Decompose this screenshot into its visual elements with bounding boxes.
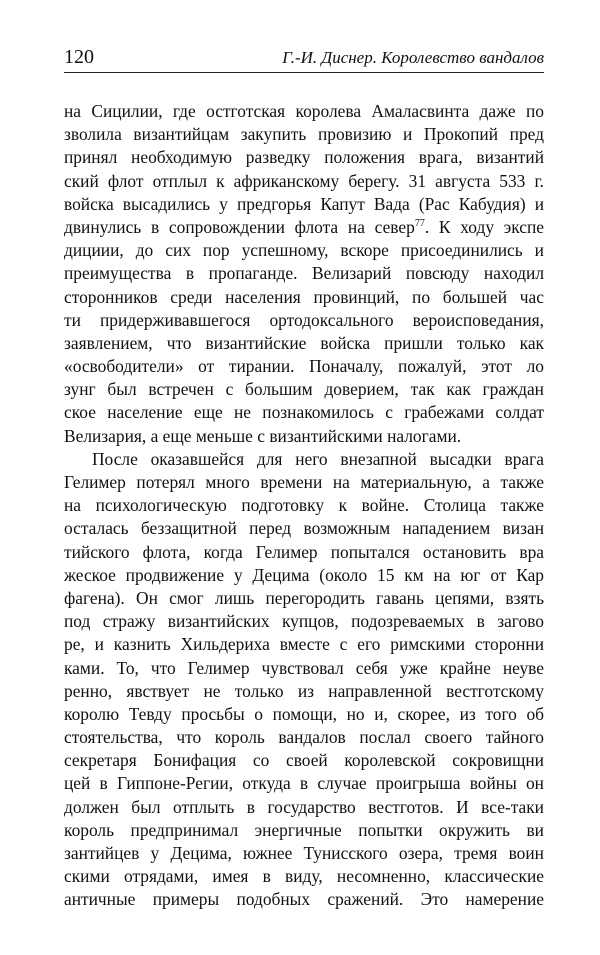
text-line: на Сицилии, где остготская королева Амаласвинта даже по — [64, 101, 544, 121]
text-line: жеское продвижение у Децима (около 15 км на юг от Кар — [64, 564, 544, 585]
text-line: на психологическую подготовку к войне. Столица также — [64, 495, 544, 516]
paragraph-2 — [64, 448, 544, 912]
text-line: Велизария, а еще меньше с византийскими налогами. — [64, 425, 462, 446]
text-line: Гелимер потерял много времени на материальную, а также — [64, 472, 544, 492]
text-line: должен был отплыть в государство вестготов. И все-таки — [64, 796, 544, 817]
paragraph-1 — [64, 100, 544, 448]
body-text — [64, 100, 544, 912]
text-line: принял необходимую разведку положения врага, византий — [64, 147, 544, 168]
text-line: «освободители» от тирании. Поначалу, пожалуй, этот ло — [64, 356, 544, 377]
text-line: заявлением, что византийские войска пришли только как — [64, 332, 544, 353]
text-line: цей в Гиппоне-Регии, откуда в случае проигрыша войны он — [64, 773, 544, 794]
text-line: ре, и казнить Хильдериха вместе с его римскими сторонни — [64, 634, 544, 655]
text-line-with-footnote — [64, 216, 544, 239]
text-line: преимущества в пропаганде. Велизарий повсюду находил — [64, 263, 544, 284]
text-line: зволила византийцам закупить провизию и Прокопий пред — [64, 124, 544, 145]
text-line: сторонников среди населения провинций, по большей час — [64, 286, 544, 307]
text-line: зантийцев у Децима, южнее Тунисского озера, тремя воин — [64, 843, 544, 863]
page-header — [64, 44, 544, 73]
text-line: ками. То, что Гелимер чувствовал себя уже крайне неуве — [64, 657, 544, 678]
text-line: секретаря Бонифация со своей королевской сокровищни — [64, 750, 544, 771]
text-line: античные примеры подобных сражений. Это намерение — [64, 889, 544, 910]
text-line: зунг был встречен с большим доверием, так как граждан — [64, 379, 544, 400]
text-line: под стражу византийских купцов, подозреваемых в загово — [64, 611, 544, 632]
text-line: войска высадились у предгорья Капут Вада (Рас Кабудия) и — [64, 193, 544, 214]
text-line: ти придерживавшегося ортодоксального вероисповедания, — [64, 309, 544, 330]
running-head: Г.-И. Диснер. Королевство вандалов — [282, 48, 544, 67]
text-line: После оказавшейся для него внезапной высадки врага — [92, 448, 544, 469]
text-line: тийского флота, когда Гелимер попытался остановить вра — [64, 541, 544, 562]
text-line: король предпринимал энергичные попытки окружить ви — [64, 819, 544, 840]
footnote-marker[interactable]: 77 — [414, 217, 425, 229]
text-line: королю Тевду просьбы о помощи, но и, скорее, из того об — [64, 703, 544, 724]
text-line: ский флот отплыл к африканскому берегу. 31 августа 533 г. — [64, 170, 544, 191]
text-line: ренно, явствует не только из направленной вестготскому — [64, 680, 544, 701]
text-line: стоятельства, что король вандалов послал своего тайного — [64, 727, 544, 748]
text-line: дициии, до сих пор успешному, вскоре присоединились и — [64, 240, 544, 261]
text-line: фагена). Он смог лишь перегородить гавань цепями, взять — [64, 587, 544, 608]
text-fragment: . К ходу экспе — [424, 216, 545, 237]
text-line: ское население еще не познакомилось с грабежами солдат — [64, 402, 544, 423]
text-line: осталась беззащитной перед возможным нападением визан — [64, 518, 544, 539]
text-line: скими отрядами, имея в виду, несомненно, классические — [64, 866, 544, 887]
page-number: 120 — [64, 46, 94, 68]
text-fragment: двинулись в сопровождении флота на север — [64, 216, 415, 237]
